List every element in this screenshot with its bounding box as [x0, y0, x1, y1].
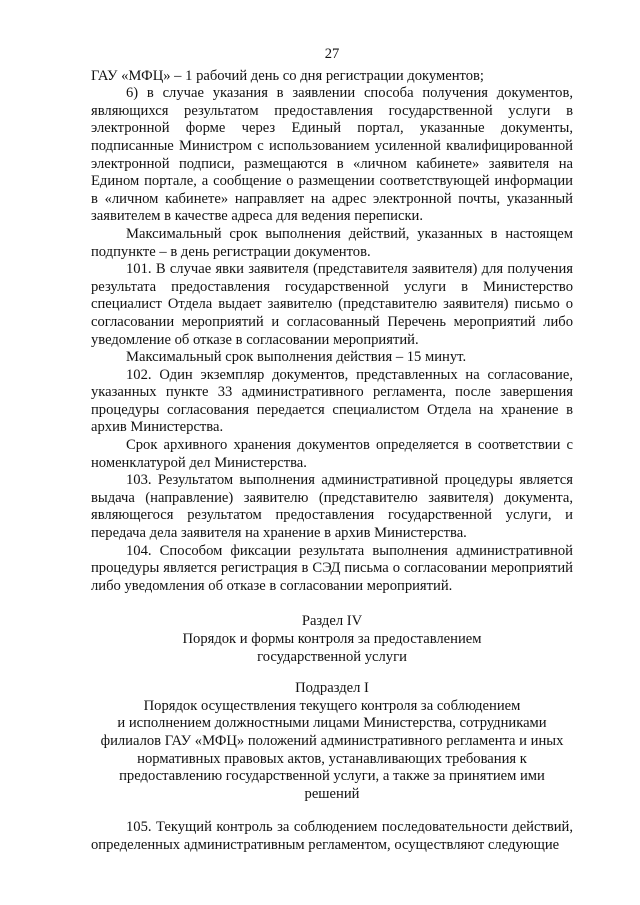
subsection-title-line: и исполнением должностными лицами Министерства, сотрудниками — [117, 715, 547, 732]
subsection-label: Подраздел I — [295, 680, 369, 697]
section-label: Раздел IV — [301, 613, 363, 630]
section-title-line: Порядок и формы контроля за предоставлением — [182, 631, 482, 647]
spacer — [91, 595, 573, 613]
section-heading — [91, 613, 573, 666]
subsection-title-line: филиалов ГАУ «МФЦ» положений административного регламента и иных — [100, 732, 564, 749]
paragraph-max-time-2: Максимальный срок выполнения действия – 15 минут. — [126, 349, 467, 366]
page-number: 27 — [324, 46, 340, 62]
page-content — [91, 46, 573, 855]
paragraph-103: 103. Результатом выполнения административной процедуры является выдача (направление) заявителю (представителю заявителя) документа, являющегося результатом предоставления государственной услуги, и передача дела заявителя на хранение в архив Министерства. — [91, 472, 573, 542]
subsection-title-line: нормативных правовых актов, устанавливающих требования к — [137, 750, 527, 767]
subsection-title-line: предоставлению государственной услуги, а также за принятием ими решений — [119, 768, 545, 802]
paragraph-continuation: ГАУ «МФЦ» – 1 рабочий день со дня регистрации документов; — [91, 67, 484, 84]
paragraph-archive-term: Срок архивного хранения документов определяется в соответствии с номенклатурой дел Министерства. — [91, 437, 573, 471]
subsection-heading — [91, 680, 573, 803]
paragraph-item-6: 6) в случае указания в заявлении способа получения документов, являющихся результатом предоставления государственной услуги в электронной форме через Единый портал, указанные документы, подписанные Министром с использованием усиленной квалифицированной электронной подписи, размещаются в «личном кабинете» заявителя на Едином портале, а сообщение о размещении соответствующей информации в «личном кабинете» направляет на адрес электронной почты, указанный заявителем в качестве адреса для ведения переписки. — [91, 85, 573, 225]
paragraph-104: 104. Способом фиксации результата выполнения административной процедуры является регистрация в СЭД письма о согласовании мероприятий либо уведомления об отказе в согласовании мероприятий. — [91, 542, 573, 594]
section-title-line: государственной услуги — [257, 648, 407, 665]
paragraph-105: 105. Текущий контроль за соблюдением последовательности действий, определенных административным регламентом, осуществляют следующие — [91, 819, 573, 853]
bottom-paragraphs — [91, 819, 573, 854]
paragraph-102: 102. Один экземпляр документов, представленных на согласование, указанных пункте 33 административного регламента, после завершения процедуры согласования передается специалистом Отдела на хранение в архив Министерства. — [91, 366, 573, 436]
subsection-title-line: Порядок осуществления текущего контроля за соблюдением — [143, 697, 521, 714]
spacer — [91, 803, 573, 819]
spacer — [91, 666, 573, 680]
paragraph-max-time-1: Максимальный срок выполнения действий, указанных в настоящем подпункте – в день регистрации документов. — [91, 225, 573, 260]
top-paragraphs — [91, 68, 573, 596]
paragraph-101: 101. В случае явки заявителя (представителя заявителя) для получения результата предоставления государственной услуги в Министерство специалист Отдела выдает заявителю (представителю заявителя) письмо о согласовании мероприятий и согласованный Перечень мероприятий либо уведомление об отказе в согласовании мероприятий. — [91, 261, 573, 348]
